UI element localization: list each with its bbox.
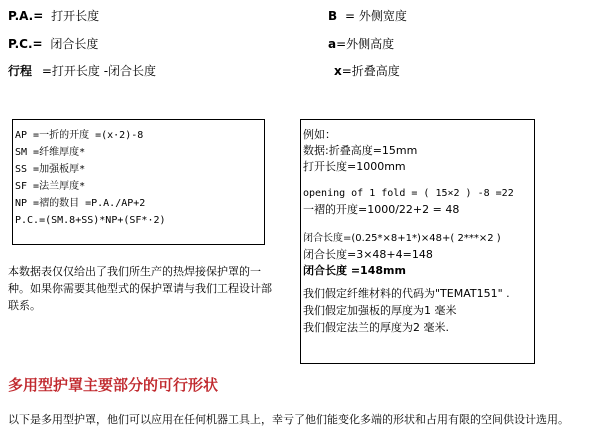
def-pa — [8, 9, 99, 23]
example-line: 一褶的开度=1000/22+2 = 48 — [303, 203, 460, 216]
def-stroke-desc: =打开长度 -闭合长度 — [41, 64, 157, 78]
example-line: 我们假定纤维材料的代码为"TEMAT151" . — [303, 287, 510, 300]
example-line: 闭合长度=3×48+4=148 — [303, 248, 433, 261]
formula-lines — [15, 129, 166, 227]
formula-line: SF =法兰厚度* — [15, 181, 86, 192]
def-x — [334, 64, 400, 78]
def-stroke — [8, 64, 156, 78]
formula-line: NP =褶的数目 =P.A./AP+2 — [15, 198, 146, 209]
example-line: 我们假定法兰的厚度为2 毫米. — [303, 321, 449, 334]
def-pa-desc: 打开长度 — [51, 9, 100, 23]
def-b — [328, 9, 407, 23]
example-line: opening of 1 fold = ( 15×2 ) -8 =22 — [303, 188, 514, 199]
def-a — [328, 37, 394, 51]
example-box — [300, 119, 535, 364]
example-line: 闭合长度=(0.25*×8+1*)×48+( 2***×2 ) — [303, 233, 501, 244]
def-pc-term: P.C.= — [8, 37, 43, 51]
def-x-desc: =折叠高度 — [341, 64, 400, 78]
formula-line: SS =加强板厚* — [15, 164, 86, 175]
example-content — [303, 128, 531, 334]
example-line: 打开长度=1000mm — [303, 160, 406, 173]
def-b-term: B — [328, 9, 338, 23]
formula-line: AP =一折的开度 =(x·2)-8 — [15, 130, 144, 141]
def-x-term: x — [334, 64, 342, 78]
section-title: 多用型护罩主要部分的可行形状 — [8, 376, 219, 394]
formula-line: SM =纤维厚度* — [15, 147, 86, 158]
def-stroke-term: 行程 — [8, 64, 33, 78]
def-pc-desc: 闭合长度 — [50, 37, 99, 51]
def-b-desc: = 外侧宽度 — [344, 9, 407, 23]
example-line: 我们假定加强板的厚度为1 毫米 — [303, 304, 457, 317]
note-line: 本数据表仅仅给出了我们所生产的热焊接保护罩的一 — [8, 265, 261, 278]
def-pa-term: P.A.= — [8, 9, 44, 23]
formula-line: P.C.=(SM.8+SS)*NP+(SF*·2) — [15, 215, 166, 226]
example-heading: 例如： — [303, 128, 336, 141]
example-line: 数据:折叠高度=15mm — [303, 144, 418, 157]
formula-box — [12, 119, 265, 245]
note-paragraph — [8, 263, 272, 314]
note-line: 联系。 — [8, 299, 41, 312]
def-a-term: a — [328, 37, 337, 51]
example-result: 闭合长度 =148mm — [303, 264, 406, 277]
def-pc — [8, 37, 98, 51]
note-line: 种。如果你需要其他型式的保护罩请与我们工程设计部 — [8, 282, 272, 295]
def-a-desc: =外侧高度 — [336, 37, 395, 51]
section-text: 以下是多用型护罩，他们可以应用在任何机器工具上，幸亏了他们能变化多端的形状和占用有限的空间供设计选用。 — [8, 413, 569, 426]
